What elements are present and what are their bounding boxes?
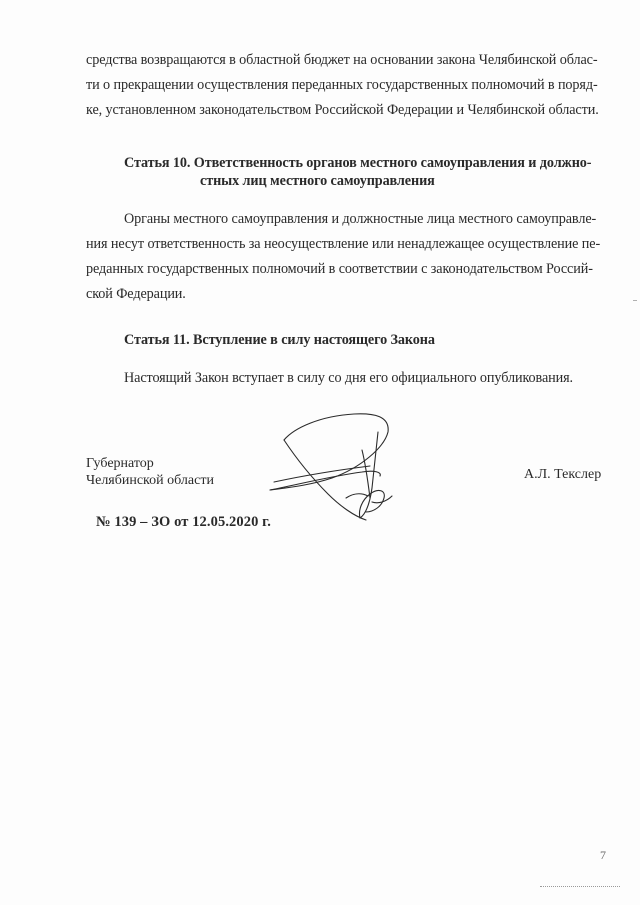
article-10-heading-line-2: стных лиц местного самоуправления bbox=[200, 173, 435, 189]
article-10-body-line-2: ния несут ответственность за неосуществление или ненадлежащее осуществление пе- bbox=[86, 236, 601, 252]
article-10-body-line-1: Органы местного самоуправления и должностные лица местного самоуправле- bbox=[124, 211, 597, 227]
intro-line-1: средства возвращаются в областной бюджет на основании закона Челябинской облас- bbox=[86, 52, 598, 68]
article-11-heading: Статья 11. Вступление в силу настоящего Закона bbox=[124, 332, 435, 348]
article-10-body-line-3: реданных государственных полномочий в соответствии с законодательством Россий- bbox=[86, 261, 593, 277]
article-10-heading-line-1: Статья 10. Ответственность органов местного самоуправления и должно- bbox=[124, 155, 592, 171]
scan-edge-mark bbox=[633, 300, 637, 301]
article-11-body: Настоящий Закон вступает в силу со дня его официального опубликования. bbox=[124, 370, 573, 386]
footer-rule bbox=[540, 886, 620, 887]
signatory-title-line-1: Губернатор bbox=[86, 456, 154, 471]
intro-line-2: ти о прекращении осуществления переданных государственных полномочий в поряд- bbox=[86, 77, 598, 93]
signatory-title-line-2: Челябинской области bbox=[86, 473, 214, 488]
page-number: 7 bbox=[600, 848, 606, 862]
signatory-name: А.Л. Текслер bbox=[524, 467, 602, 482]
document-number: № 139 – ЗО от 12.05.2020 г. bbox=[96, 514, 271, 530]
handwritten-signature bbox=[262, 410, 402, 528]
intro-line-3: ке, установленном законодательством Российской Федерации и Челябинской области. bbox=[86, 102, 599, 118]
article-10-body-line-4: ской Федерации. bbox=[86, 286, 186, 302]
